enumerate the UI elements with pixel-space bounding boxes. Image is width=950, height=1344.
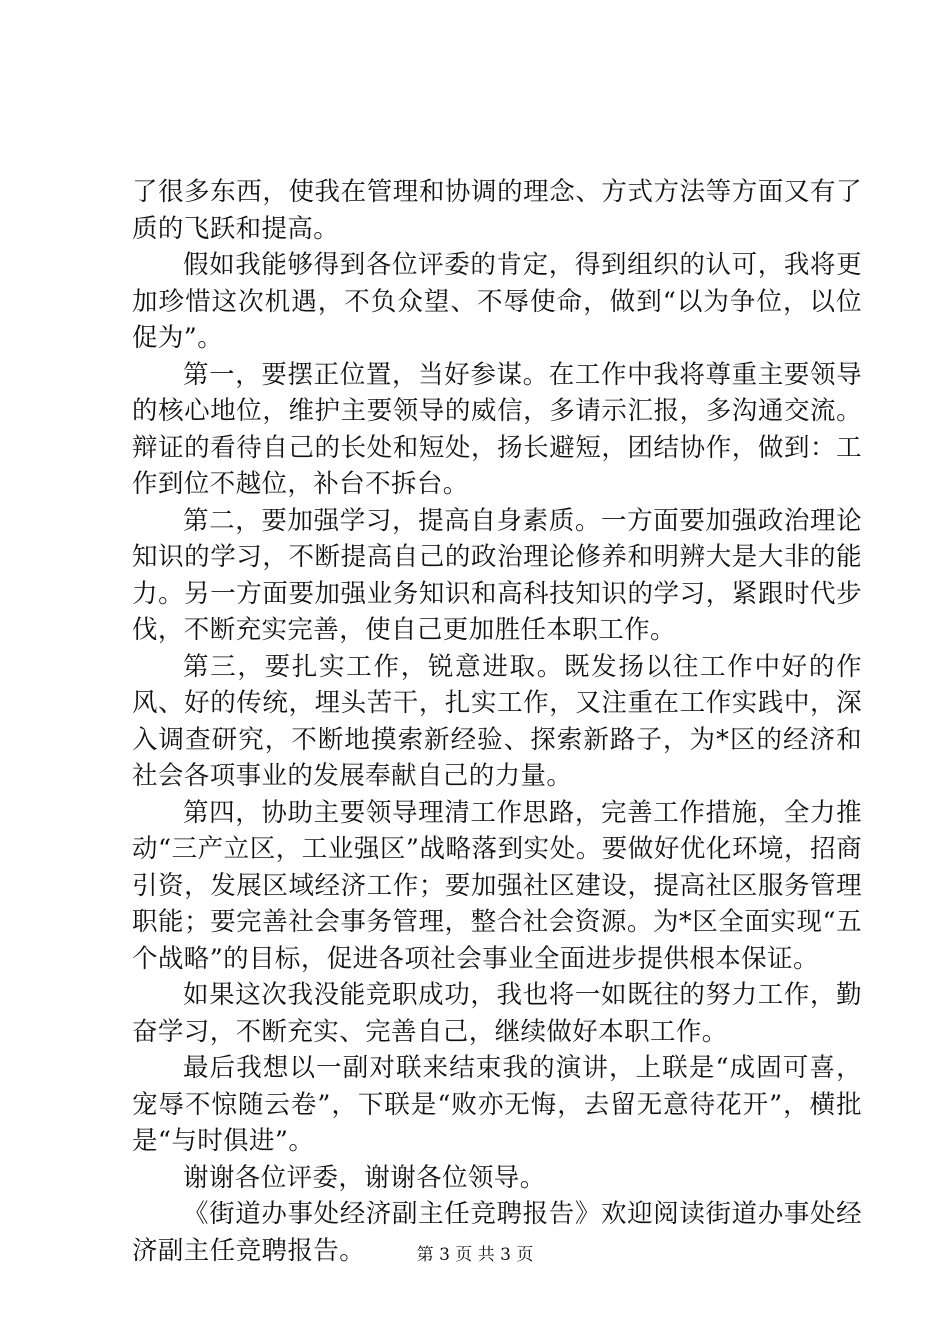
page-number-label: 第 3 页 共 3 页	[416, 1245, 534, 1265]
page-footer	[0, 1244, 950, 1266]
paragraph-couplet: 最后我想以一副对联来结束我的演讲，上联是“成固可喜，宠辱不惊随云卷”，下联是“败亦无悔，去留无意待花开”，横批是“与时俱进”。	[132, 1053, 862, 1156]
paragraph-point-four: 第四，协助主要领导理清工作思路，完善工作措施，全力推动“三产立区，工业强区”战略落到实处。要做好优化环境，招商引资，发展区域经济工作；要加强社区建设，提高社区服务管理职能；要完善社会事务管理，整合社会资源。为*区全面实现“五个战略”的目标，促进各项社会事业全面进步提供根本保证。	[132, 797, 862, 974]
paragraph-point-three: 第三，要扎实工作，锐意进取。既发扬以往工作中好的作风、好的传统，埋头苦干，扎实工作，又注重在工作实践中，深入调查研究，不断地摸索新经验、探索新路子，为*区的经济和社会各项事业的发展奉献自己的力量。	[132, 651, 862, 791]
paragraph-point-two: 第二，要加强学习，提高自身素质。一方面要加强政治理论知识的学习，不断提高自己的政治理论修养和明辨大是大非的能力。另一方面要加强业务知识和高科技知识的学习，紧跟时代步伐，不断充实完善，使自己更加胜任本职工作。	[132, 505, 862, 645]
paragraph-point-one: 第一，要摆正位置，当好参谋。在工作中我将尊重主要领导的核心地位，维护主要领导的威信，多请示汇报，多沟通交流。辩证的看待自己的长处和短处，扬长避短，团结协作，做到：工作到位不越位，补台不拆台。	[132, 359, 862, 499]
paragraph-thanks: 谢谢各位评委，谢谢各位领导。	[183, 1162, 546, 1193]
document-body	[132, 174, 862, 1269]
paragraph-if-not-selected: 如果这次我没能竞职成功，我也将一如既往的努力工作，勤奋学习，不断充实、完善自己，继续做好本职工作。	[132, 980, 862, 1047]
paragraph-commitment: 假如我能够得到各位评委的肯定，得到组织的认可，我将更加珍惜这次机遇，不负众望、不辱使命，做到“以为争位，以位促为”。	[132, 250, 862, 353]
paragraph-closing-note: 《街道办事处经济副主任竞聘报告》欢迎阅读街道办事处经济副主任竞聘报告。	[132, 1199, 862, 1266]
paragraph-continued: 了很多东西，使我在管理和协调的理念、方式方法等方面又有了质的飞跃和提高。	[132, 177, 862, 244]
